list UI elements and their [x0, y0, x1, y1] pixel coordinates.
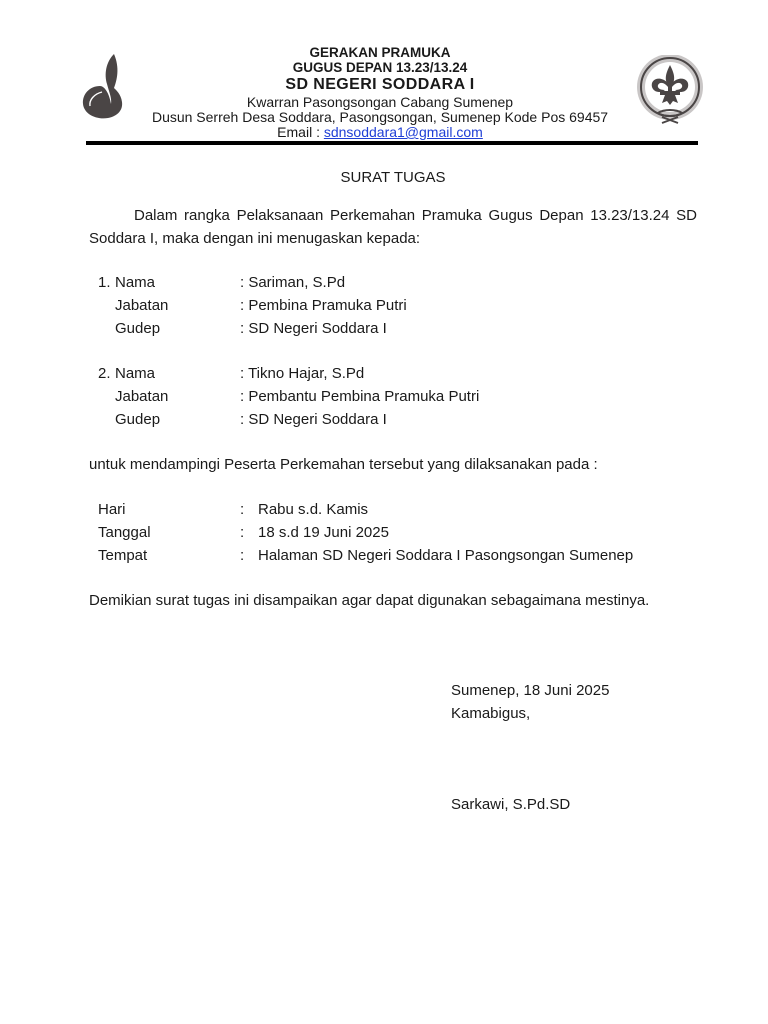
assignee-position-value: : Pembina Pramuka Putri: [240, 297, 407, 314]
assignee-name-label: Nama: [115, 274, 156, 291]
schedule-day-label: Hari: [98, 501, 126, 518]
purpose-sentence: untuk mendampingi Peserta Perkemahan tersebut yang dilaksanakan pada :: [89, 456, 598, 473]
letterhead-address: Dusun Serreh Desa Soddara, Pasongsongan, Sumenep Kode Pos 69457: [151, 109, 609, 125]
letterhead-email-line: [120, 124, 640, 140]
assignee-position-value: : Pembantu Pembina Pramuka Putri: [240, 388, 480, 405]
assignee-name-value: : Sariman, S.Pd: [240, 274, 346, 291]
assignee-gudep-label: Gudep: [115, 411, 161, 428]
schedule-place-value: Halaman SD Negeri Soddara I Pasongsongan Sumenep: [258, 547, 634, 564]
schedule-date-value: 18 s.d 19 Juni 2025: [258, 524, 389, 541]
assignee-name-value: : Tikno Hajar, S.Pd: [240, 365, 365, 382]
assignee-gudep-label: Gudep: [115, 320, 161, 337]
signature-place-date: Sumenep, 18 Juni 2025: [451, 682, 610, 699]
schedule-date-label: Tanggal: [98, 524, 151, 541]
assignee-position-label: Jabatan: [115, 297, 169, 314]
schedule-place-label: Tempat: [98, 547, 148, 564]
signature-role: Kamabigus,: [451, 705, 531, 722]
schedule-colon: :: [240, 547, 245, 564]
intro-paragraph-line-2: Soddara I, maka dengan ini menugaskan kepada:: [89, 230, 421, 247]
assignee-gudep-value: : SD Negeri Soddara I: [240, 411, 387, 428]
closing-sentence: Demikian surat tugas ini disampaikan agar dapat digunakan sebagaimana mestinya.: [89, 592, 650, 609]
assignee-number: 2.: [98, 365, 111, 382]
schedule-colon: :: [240, 524, 245, 541]
email-link[interactable]: sdnsoddara1@gmail.com: [323, 124, 483, 140]
schedule-day-value: Rabu s.d. Kamis: [258, 501, 369, 518]
letterhead-divider: [86, 141, 698, 145]
intro-paragraph-line-1: Dalam rangka Pelaksanaan Perkemahan Pramuka Gugus Depan 13.23/13.24 SD: [134, 207, 697, 224]
scout-emblem-icon: [634, 55, 706, 125]
email-label: Email :: [277, 124, 320, 140]
letter-title: SURAT TUGAS: [340, 169, 446, 186]
letterhead-organization: GERAKAN PRAMUKA: [309, 45, 451, 60]
signature-name: Sarkawi, S.Pd.SD: [451, 796, 571, 813]
assignee-name-label: Nama: [115, 365, 156, 382]
assignee-number: 1.: [98, 274, 111, 291]
assignee-gudep-value: : SD Negeri Soddara I: [240, 320, 387, 337]
letterhead-kwarran: Kwarran Pasongsongan Cabang Sumenep: [246, 94, 514, 110]
letterhead-gudep: GUGUS DEPAN 13.23/13.24: [292, 60, 468, 75]
schedule-colon: :: [240, 501, 245, 518]
assignee-position-label: Jabatan: [115, 388, 169, 405]
letterhead-school-name: SD NEGERI SODDARA I: [285, 76, 475, 93]
